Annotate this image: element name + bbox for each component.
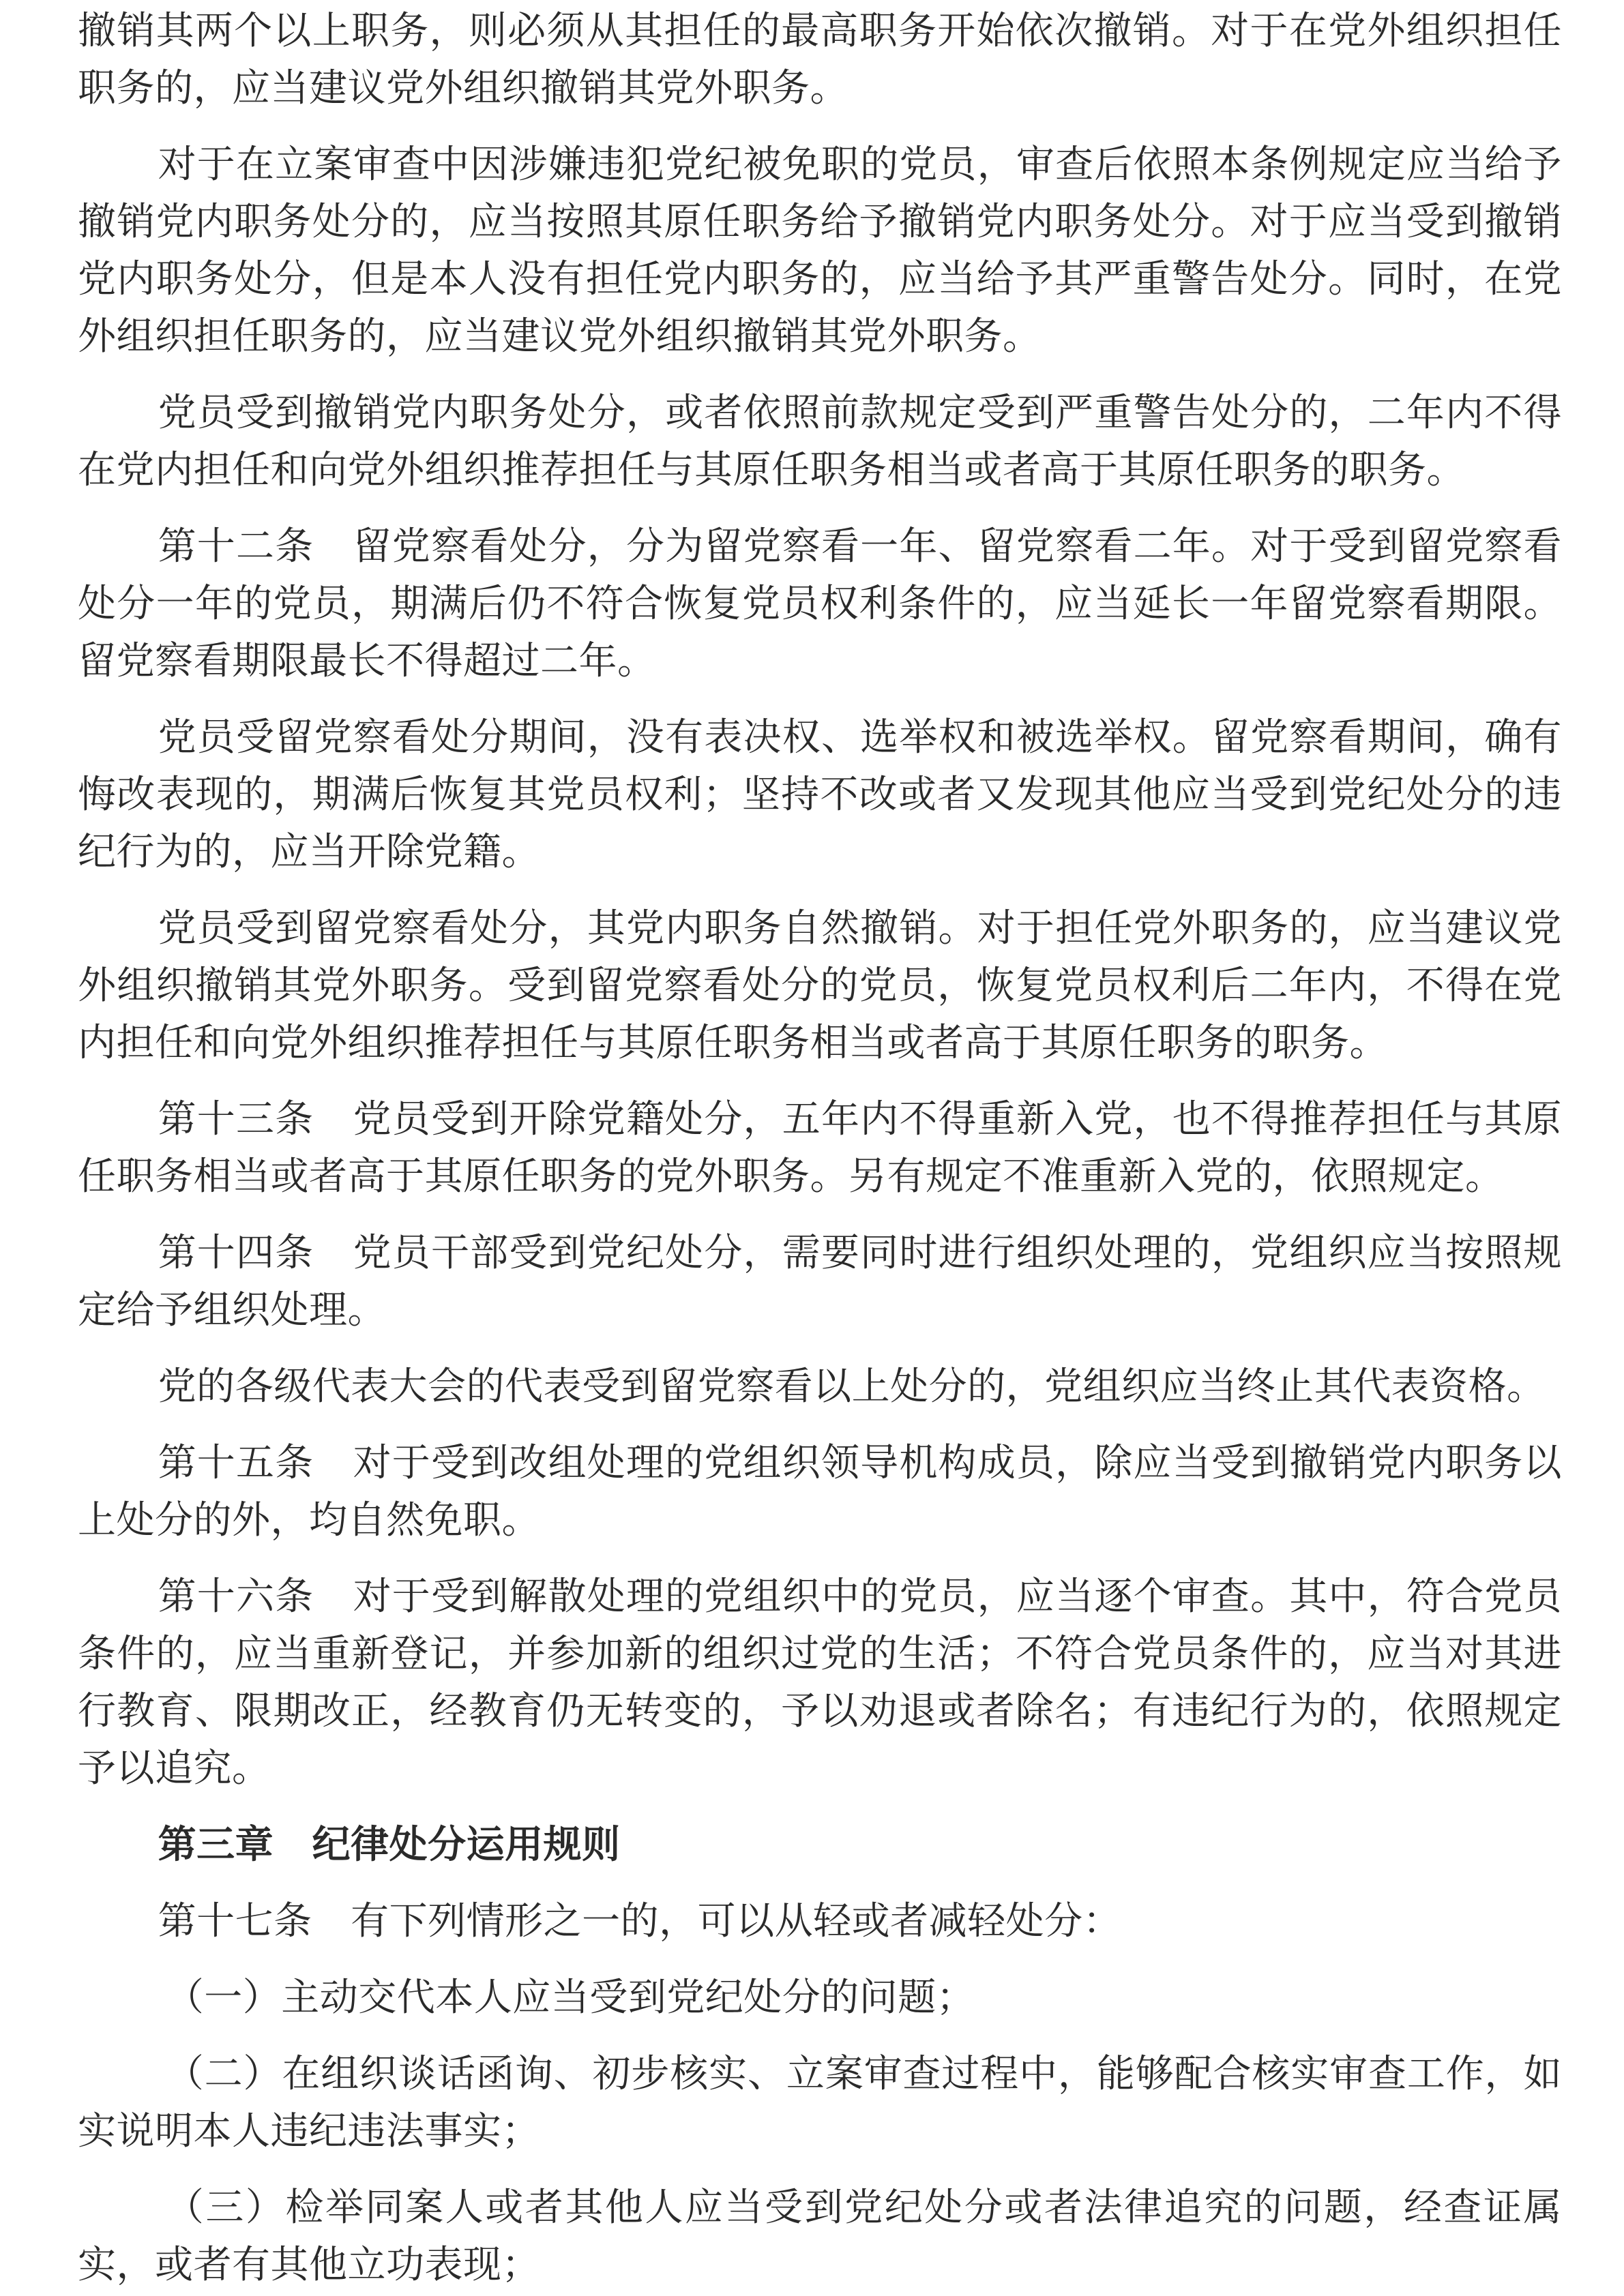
document-body: [78, 3, 1562, 2296]
paragraph-probation-duties: 党员受到留党察看处分，其党内职务自然撤销。对于担任党外职务的，应当建议党外组织撤销其党外职务。受到留党察看处分的党员，恢复党员权利后二年内，不得在党内担任和向党外组织推荐担任与其原任职务相当或者高于其原任职务的职务。: [78, 906, 1562, 1065]
paragraph-article-15: 第十五条 对于受到改组处理的党组织领导机构成员，除应当受到撤销党内职务以上处分的外，均自然免职。: [78, 1441, 1562, 1542]
paragraph-probation-rights: 党员受留党察看处分期间，没有表决权、选举权和被选举权。留党察看期间，确有悔改表现的，期满后恢复其党员权利；坚持不改或者又发现其他应当受到党纪处分的违纪行为的，应当开除党籍。: [78, 715, 1562, 874]
paragraph-continued-article-11: 撤销其两个以上职务，则必须从其担任的最高职务开始依次撤销。对于在党外组织担任职务的，应当建议党外组织撤销其党外职务。: [78, 9, 1562, 110]
list-item-2: （二）在组织谈话函询、初步核实、立案审查过程中，能够配合核实审查工作，如实说明本人违纪违法事实；: [78, 2052, 1562, 2153]
list-item-1: （一）主动交代本人应当受到党纪处分的问题；: [165, 1976, 975, 2020]
paragraph-article-12: 第十二条 留党察看处分，分为留党察看一年、留党察看二年。对于受到留党察看处分一年的党员，期满后仍不符合恢复党员权利条件的，应当延长一年留党察看期限。留党察看期限最长不得超过二年。: [78, 524, 1562, 683]
paragraph-delegate-qualification: 党的各级代表大会的代表受到留党察看以上处分的，党组织应当终止其代表资格。: [158, 1365, 1546, 1409]
paragraph-article-16: 第十六条 对于受到解散处理的党组织中的党员，应当逐个审查。其中，符合党员条件的，应当重新登记，并参加新的组织过党的生活；不符合党员条件的，应当对其进行教育、限期改正，经教育仍无转变的，予以劝退或者除名；有违纪行为的，依照规定予以追究。: [78, 1575, 1562, 1791]
list-item-3: （三）检举同案人或者其他人应当受到党纪处分或者法律追究的问题，经查证属实，或者有其他立功表现；: [78, 2186, 1562, 2287]
paragraph-article-14: 第十四条 党员干部受到党纪处分，需要同时进行组织处理的，党组织应当按照规定给予组织处理。: [78, 1231, 1562, 1332]
paragraph-two-year-restriction: 党员受到撤销党内职务处分，或者依照前款规定受到严重警告处分的，二年内不得在党内担任和向党外组织推荐担任与其原任职务相当或者高于其原任职务的职务。: [78, 391, 1562, 492]
paragraph-article-17: 第十七条 有下列情形之一的，可以从轻或者减轻处分：: [158, 1899, 1122, 1943]
paragraph-dismissed-member-rule: 对于在立案审查中因涉嫌违犯党纪被免职的党员，审查后依照本条例规定应当给予撤销党内职务处分的，应当按照其原任职务给予撤销党内职务处分。对于应当受到撤销党内职务处分，但是本人没有担任党内职务的，应当给予其严重警告处分。同时，在党外组织担任职务的，应当建议党外组织撤销其党外职务。: [78, 143, 1562, 359]
chapter-heading-3: 第三章 纪律处分运用规则: [158, 1823, 621, 1867]
paragraph-article-13: 第十三条 党员受到开除党籍处分，五年内不得重新入党，也不得推荐担任与其原任职务相当或者高于其原任职务的党外职务。另有规定不准重新入党的，依照规定。: [78, 1097, 1562, 1199]
